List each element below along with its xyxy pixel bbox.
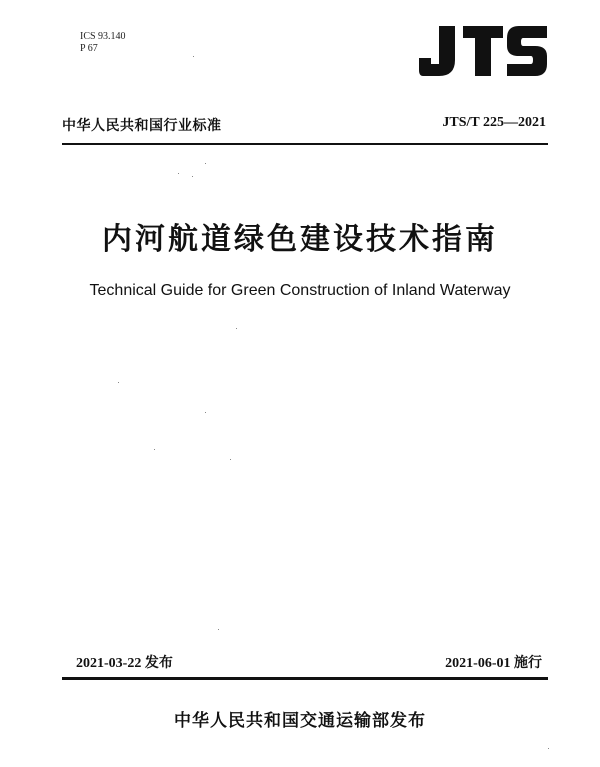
scan-speck [205, 163, 206, 164]
title-english: Technical Guide for Green Construction of Inland Waterway [89, 282, 511, 299]
bottom-divider [62, 677, 548, 680]
issue-date: 2021-03-22 发布 [76, 656, 173, 671]
standard-category: 中华人民共和国行业标准 [62, 118, 222, 134]
ics-code: ICS 93.140 [80, 31, 126, 42]
scan-speck [118, 382, 119, 383]
jts-logo [417, 22, 549, 78]
scan-speck [548, 748, 549, 749]
scan-speck [236, 328, 237, 329]
scan-speck [193, 56, 194, 57]
scan-speck [218, 629, 219, 630]
scan-speck [205, 412, 206, 413]
scan-speck [230, 459, 231, 460]
scan-speck [178, 173, 179, 174]
scan-speck [192, 176, 193, 177]
implementation-date: 2021-06-01 施行 [445, 656, 542, 671]
publisher: 中华人民共和国交通运输部发布 [174, 711, 426, 731]
jts-logo-graphic [417, 22, 549, 78]
scan-speck [154, 449, 155, 450]
standard-number: JTS/T 225—2021 [442, 115, 546, 130]
ccs-code: P 67 [80, 43, 98, 54]
title-chinese: 内河航道绿色建设技术指南 [102, 222, 498, 257]
top-divider [62, 143, 548, 145]
classification-codes [80, 31, 126, 55]
